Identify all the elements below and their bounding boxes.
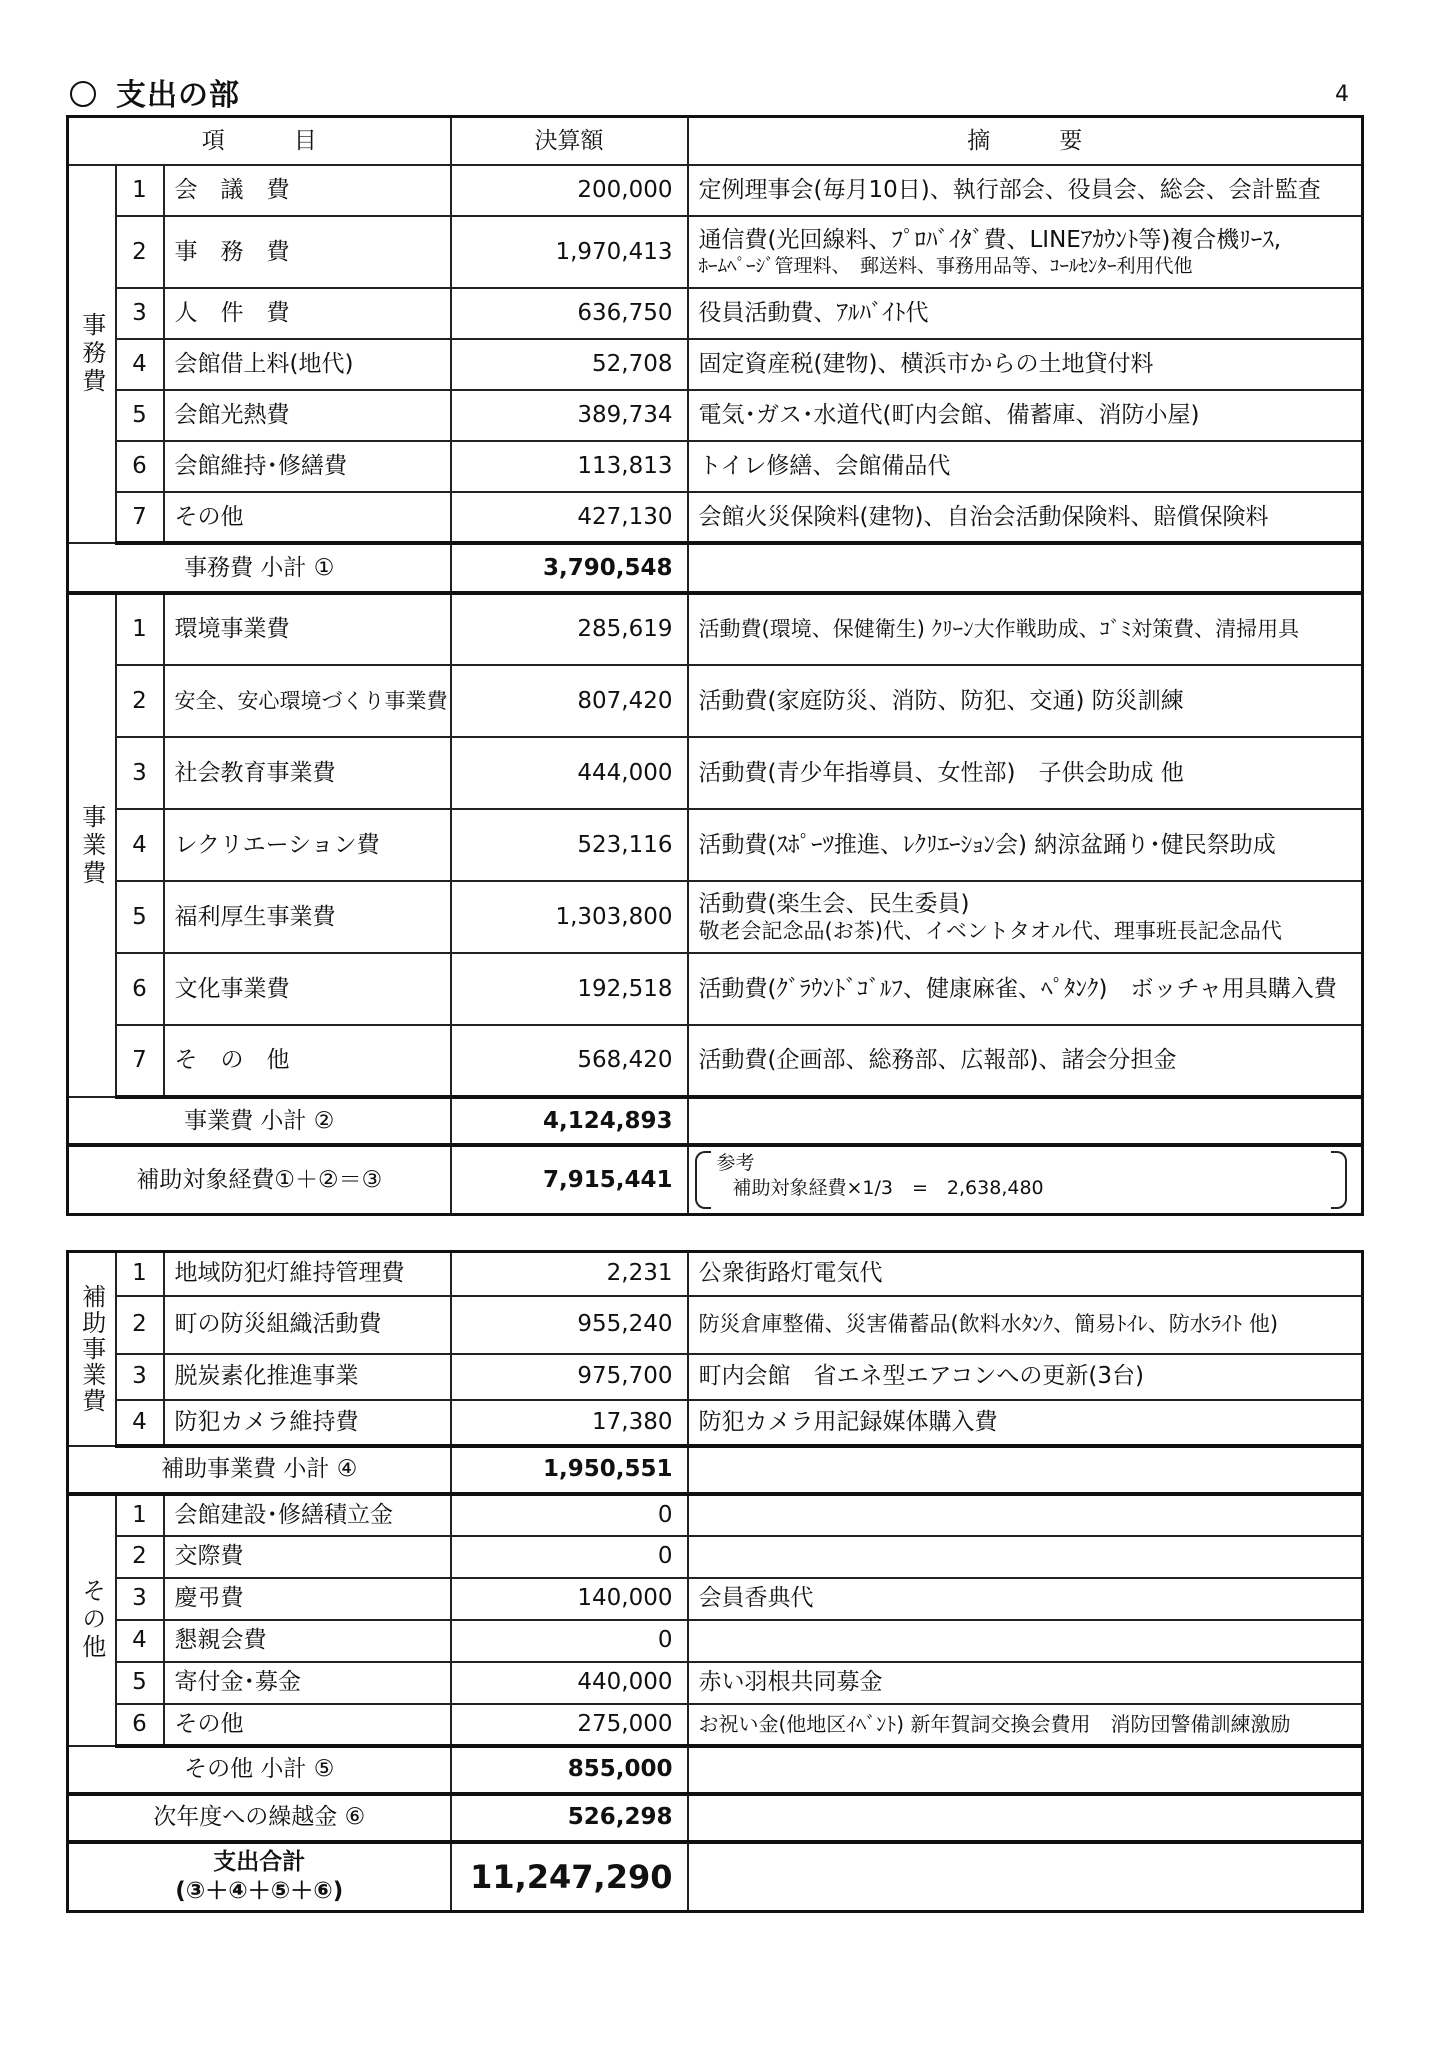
total-label [68,1842,451,1912]
subtotal-amount: 1,950,551 [451,1446,688,1494]
item-name: 会館光熱費 [164,390,451,441]
item-name: 安全、安心環境づくり事業費 [164,665,451,737]
amount-cell: 2,231 [451,1252,688,1296]
summary-cell: 活動費(環境、保健衛生) ｸﾘｰﾝ大作戦助成、ｺﾞﾐ対策費、清掃用具 [688,593,1363,665]
amount-cell: 955,240 [451,1296,688,1354]
summary-cell: お祝い金(他地区ｲﾍﾞﾝﾄ) 新年賀詞交換会費用 消防団警備訓練激励 [688,1704,1363,1746]
summary-cell [688,543,1363,593]
amount-cell: 0 [451,1536,688,1578]
item-name: 福利厚生事業費 [164,881,451,953]
total-label-formula: (③＋④＋⑤＋⑥) [175,1877,344,1904]
summary-cell [688,216,1363,288]
item-name: 脱炭素化推進事業 [164,1354,451,1400]
item-name: その他 [164,1704,451,1746]
group-label-subsidy-business: 補助事業費 [68,1252,116,1446]
table-row [68,1662,1363,1704]
item-name: 寄付金･募金 [164,1662,451,1704]
item-name: その他 [164,492,451,543]
item-name: 慶弔費 [164,1578,451,1620]
item-name: 人 件 費 [164,288,451,339]
table-row [68,1252,1363,1296]
row-number: 6 [116,441,164,492]
subtotal-row [68,543,1363,593]
total-row [68,1842,1363,1912]
table-row [68,1025,1363,1097]
amount-cell: 52,708 [451,339,688,390]
amount-cell: 0 [451,1620,688,1662]
subtotal-row [68,1746,1363,1794]
row-number: 5 [116,390,164,441]
row-number: 1 [116,1494,164,1536]
table-row [68,339,1363,390]
summary-cell: トイレ修繕、会館備品代 [688,441,1363,492]
table-row [68,1354,1363,1400]
row-number: 4 [116,809,164,881]
amount-cell: 0 [451,1494,688,1536]
reference-line: 補助対象経費×1/3 = 2,638,480 [732,1176,1044,1199]
table-row [68,288,1363,339]
summary-cell: 活動費(家庭防災、消防、防犯、交通) 防災訓練 [688,665,1363,737]
amount-cell: 140,000 [451,1578,688,1620]
item-name: 懇親会費 [164,1620,451,1662]
table-header-row [68,117,1363,166]
left-bracket-icon [695,1151,711,1209]
subtotal-row [68,1446,1363,1494]
amount-cell: 275,000 [451,1704,688,1746]
expense-table-other [66,1250,1364,1913]
amount-cell: 523,116 [451,809,688,881]
row-number: 6 [116,1704,164,1746]
amount-cell: 1,970,413 [451,216,688,288]
summary-cell: 活動費(企画部、総務部、広報部)、諸会分担金 [688,1025,1363,1097]
amount-cell: 975,700 [451,1354,688,1400]
carryover-label: 次年度への繰越金 ⑥ [68,1794,451,1842]
row-number: 2 [116,1536,164,1578]
item-name: 社会教育事業費 [164,737,451,809]
amount-cell: 200,000 [451,165,688,216]
subsidy-target-amount: 7,915,441 [451,1145,688,1215]
row-number: 7 [116,492,164,543]
subtotal-label: 補助事業費 小計 ④ [68,1446,451,1494]
amount-cell: 17,380 [451,1400,688,1446]
summary-cell: 役員活動費、ｱﾙﾊﾞｲﾄ代 [688,288,1363,339]
subsidy-target-row [68,1145,1363,1215]
summary-cell [688,1620,1363,1662]
row-number: 3 [116,1354,164,1400]
page-title [70,70,240,114]
table-row [68,593,1363,665]
summary-cell: 赤い羽根共同募金 [688,1662,1363,1704]
group-label-office: 事務費 [68,165,116,543]
item-name: 防犯カメラ維持費 [164,1400,451,1446]
summary-cell: 町内会館 省エネ型エアコンへの更新(3台) [688,1354,1363,1400]
item-name: 会館借上料(地代) [164,339,451,390]
subsidy-target-label: 補助対象経費①＋②＝③ [68,1145,451,1215]
row-number: 1 [116,1252,164,1296]
table-row [68,953,1363,1025]
row-number: 6 [116,953,164,1025]
table-row [68,737,1363,809]
header-item: 項 目 [68,117,451,166]
item-name: そ の 他 [164,1025,451,1097]
subtotal-label: その他 小計 ⑤ [68,1746,451,1794]
header-summary: 摘 要 [688,117,1363,166]
amount-cell: 427,130 [451,492,688,543]
item-name: 会館維持･修繕費 [164,441,451,492]
summary-cell: 活動費(ｸﾞﾗｳﾝﾄﾞｺﾞﾙﾌ、健康麻雀、ﾍﾟﾀﾝｸ) ボッチャ用具購入費 [688,953,1363,1025]
table-row [68,390,1363,441]
amount-cell: 192,518 [451,953,688,1025]
amount-cell: 807,420 [451,665,688,737]
item-name: 地域防犯灯維持管理費 [164,1252,451,1296]
table-row [68,1620,1363,1662]
amount-cell: 568,420 [451,1025,688,1097]
summary-cell: 会員香典代 [688,1578,1363,1620]
summary-cell: 防犯カメラ用記録媒体購入費 [688,1400,1363,1446]
item-name: 環境事業費 [164,593,451,665]
header-amount: 決算額 [451,117,688,166]
table-row [68,1400,1363,1446]
row-number: 4 [116,339,164,390]
item-name: 交際費 [164,1536,451,1578]
group-label-business: 事業費 [68,593,116,1097]
summary-line: 敬老会記念品(お茶)代、イベントタオル代、理事班長記念品代 [698,919,1282,944]
item-name: レクリエーション費 [164,809,451,881]
amount-cell: 113,813 [451,441,688,492]
summary-cell: 定例理事会(毎月10日)、執行部会、役員会、総会、会計監査 [688,165,1363,216]
row-number: 7 [116,1025,164,1097]
table-row [68,809,1363,881]
row-number: 3 [116,288,164,339]
item-name: 文化事業費 [164,953,451,1025]
circle-bullet-icon [70,81,96,107]
amount-cell: 389,734 [451,390,688,441]
row-number: 3 [116,737,164,809]
table-row [68,1704,1363,1746]
summary-cell [688,1536,1363,1578]
summary-cell [688,881,1363,953]
subtotal-amount: 3,790,548 [451,543,688,593]
table-row [68,216,1363,288]
summary-cell [688,1746,1363,1794]
row-number: 2 [116,1296,164,1354]
carryover-row [68,1794,1363,1842]
right-bracket-icon [1331,1151,1347,1209]
item-name: 町の防災組織活動費 [164,1296,451,1354]
row-number: 2 [116,216,164,288]
summary-cell: 活動費(ｽﾎﾟｰﾂ推進、ﾚｸﾘｴｰｼｮﾝ会) 納涼盆踊り･健民祭助成 [688,809,1363,881]
summary-cell [688,1446,1363,1494]
row-number: 4 [116,1400,164,1446]
summary-line: 活動費(楽生会、民生委員) [698,890,970,917]
page-number: 4 [1335,82,1349,107]
group-label-other: その他 [68,1494,116,1746]
table-row [68,1296,1363,1354]
table-row [68,1494,1363,1536]
summary-cell [688,1842,1363,1912]
table-row [68,881,1363,953]
expense-table-main [66,115,1364,1216]
table-row [68,165,1363,216]
row-number: 3 [116,1578,164,1620]
total-amount: 11,247,290 [451,1842,688,1912]
subtotal-row [68,1097,1363,1145]
item-name: 事 務 費 [164,216,451,288]
item-name: 会 議 費 [164,165,451,216]
row-number: 4 [116,1620,164,1662]
total-label-line: 支出合計 [213,1849,306,1875]
title-text: 支出の部 [116,78,240,113]
subtotal-amount: 855,000 [451,1746,688,1794]
summary-cell: 電気･ガス･水道代(町内会館、備蓄庫、消防小屋) [688,390,1363,441]
row-number: 1 [116,593,164,665]
summary-line: 通信費(光回線料、ﾌﾟﾛﾊﾞｲﾀﾞ費、LINEｱｶｳﾝﾄ等)複合機ﾘｰｽ, [698,226,1282,253]
summary-line: ﾎｰﾑﾍﾟｰｼﾞ管理料、 郵送料、事務用品等、ｺｰﾙｾﾝﾀｰ利用代他 [698,254,1193,277]
summary-cell: 公衆街路灯電気代 [688,1252,1363,1296]
amount-cell: 444,000 [451,737,688,809]
table-row [68,1578,1363,1620]
reference-title: 参考 [716,1152,755,1174]
summary-cell [688,1794,1363,1842]
row-number: 2 [116,665,164,737]
summary-cell [688,1097,1363,1145]
amount-cell: 1,303,800 [451,881,688,953]
subtotal-label: 事務費 小計 ① [68,543,451,593]
summary-cell: 活動費(青少年指導員、女性部) 子供会助成 他 [688,737,1363,809]
summary-cell: 防災倉庫整備、災害備蓄品(飲料水ﾀﾝｸ、簡易ﾄｲﾚ、防水ﾗｲﾄ 他) [688,1296,1363,1354]
summary-cell [688,1494,1363,1536]
subtotal-label: 事業費 小計 ② [68,1097,451,1145]
subtotal-amount: 4,124,893 [451,1097,688,1145]
amount-cell: 285,619 [451,593,688,665]
summary-cell: 会館火災保険料(建物)、自治会活動保険料、賠償保険料 [688,492,1363,543]
amount-cell: 440,000 [451,1662,688,1704]
row-number: 1 [116,165,164,216]
table-row [68,441,1363,492]
table-row [68,665,1363,737]
reference-note [688,1145,1363,1215]
row-number: 5 [116,1662,164,1704]
item-name: 会館建設･修繕積立金 [164,1494,451,1536]
row-number: 5 [116,881,164,953]
carryover-amount: 526,298 [451,1794,688,1842]
table-row [68,1536,1363,1578]
table-row [68,492,1363,543]
amount-cell: 636,750 [451,288,688,339]
summary-cell: 固定資産税(建物)、横浜市からの土地貸付料 [688,339,1363,390]
